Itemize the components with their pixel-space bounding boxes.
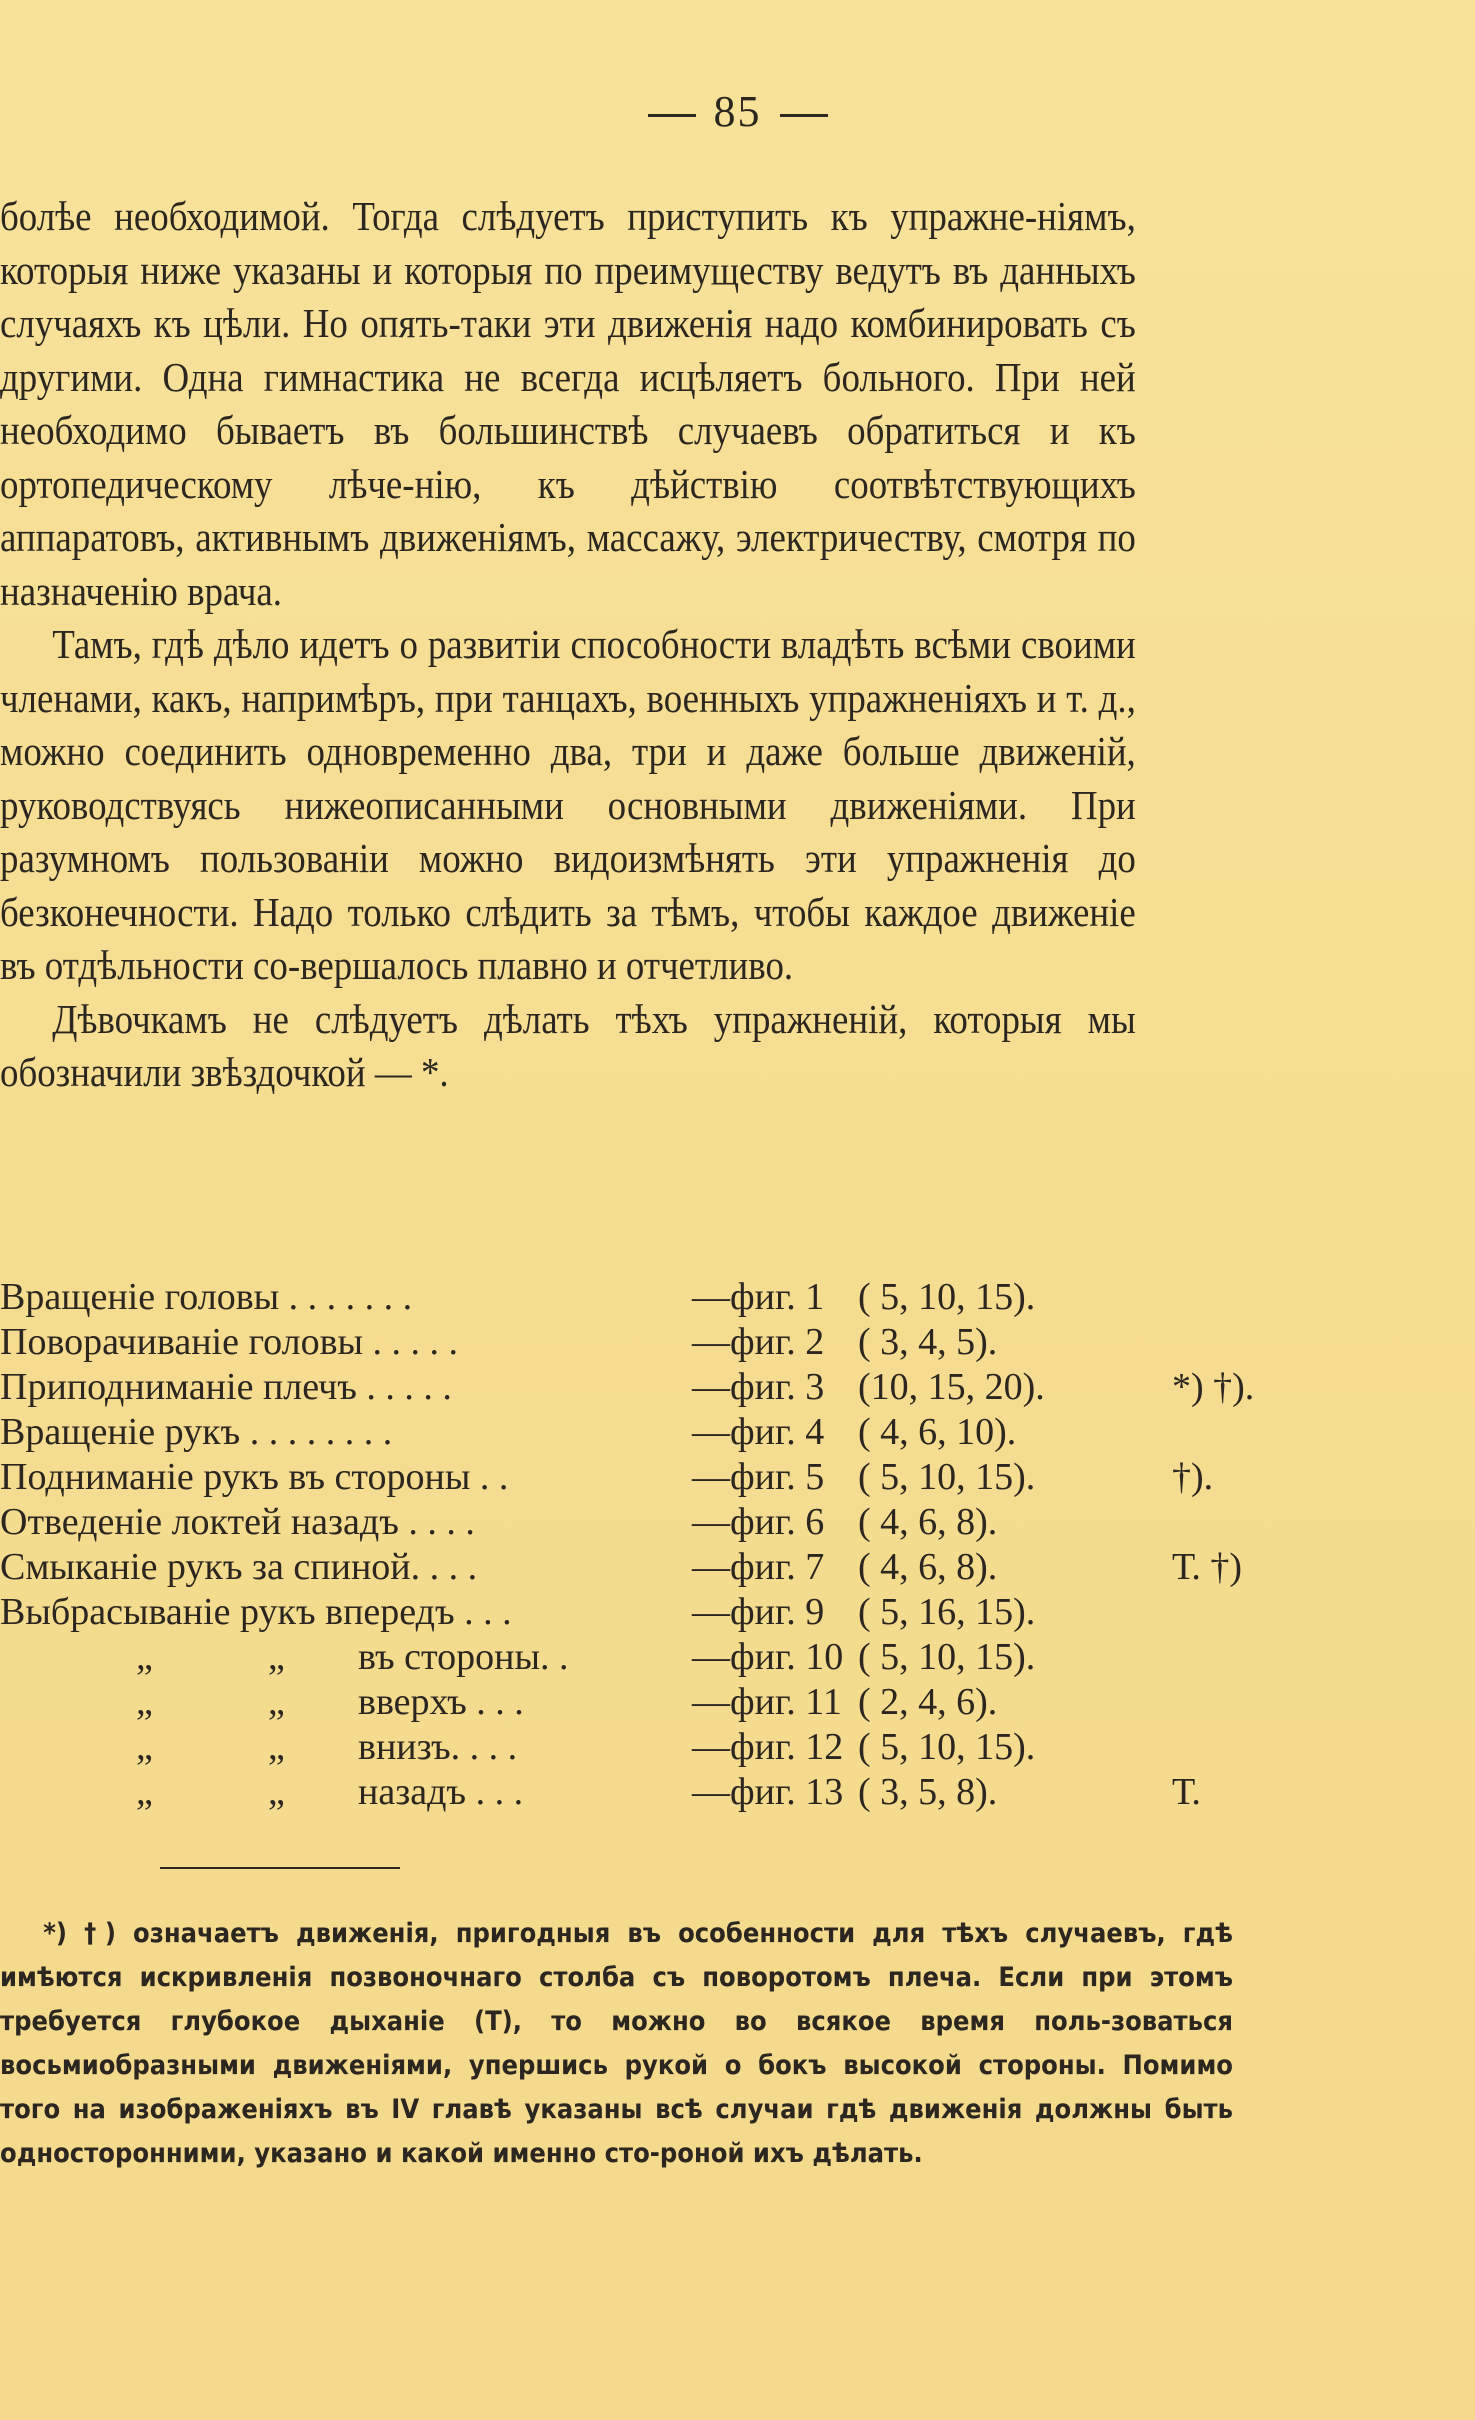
exercise-figure: —фиг. 1 [692, 1276, 825, 1318]
paragraph-3: Дѣвочкамъ не слѣдуетъ дѣлать тѣхъ упражненій, которыя мы обозначили звѣздочкой — *. [0, 995, 1136, 1095]
exercise-figure: —фиг. 10 [692, 1636, 844, 1678]
ditto-mark: „ [268, 1726, 285, 1768]
exercise-name: Вращеніе рукъ . . . . . . . . [0, 1411, 393, 1453]
exercise-figure: —фиг. 13 [692, 1771, 844, 1813]
exercise-name: вверхъ . . . [358, 1681, 524, 1723]
exercise-figure: —фиг. 4 [692, 1411, 825, 1453]
exercise-counts: ( 5, 10, 15). [858, 1456, 1036, 1498]
exercise-counts: ( 3, 5, 8). [858, 1771, 998, 1813]
exercise-name: Подниманіе рукъ въ стороны . . [0, 1456, 509, 1498]
exercise-note: Т. †) [1172, 1546, 1243, 1588]
exercise-counts: ( 3, 4, 5). [858, 1321, 998, 1363]
main-text [0, 190, 1136, 1100]
exercise-name: Отведеніе локтей назадъ . . . . [0, 1501, 475, 1543]
exercise-row [0, 1545, 1300, 1590]
footnote [0, 1912, 1233, 2176]
paragraph-1: болѣе необходимой. Тогда слѣдуетъ приступить къ упражне-ніямъ, которыя ниже указаны и которыя по преимуществу ведутъ въ данныхъ случаяхъ къ цѣли. Но опять-таки эти движенія надо комбинировать съ другими. Одна гимнастика не всегда исцѣляетъ больного. При ней необходимо бываетъ въ большинствѣ случаевъ обратиться и къ ортопедическому лѣче-нію, къ дѣйствію соотвѣтствующихъ аппаратовъ, активнымъ движеніямъ, массажу, электричеству, смотря по назначенію врача. [0, 193, 1136, 614]
exercise-note: *) †). [1172, 1366, 1255, 1408]
exercise-figure: —фиг. 9 [692, 1591, 825, 1633]
exercise-figure: —фиг. 11 [692, 1681, 842, 1723]
exercise-figure: —фиг. 6 [692, 1501, 825, 1543]
exercise-row [0, 1410, 1300, 1455]
exercise-name: Выбрасываніе рукъ впередъ . . . [0, 1591, 512, 1633]
exercise-counts: ( 2, 4, 6). [858, 1681, 998, 1723]
exercise-row [0, 1455, 1300, 1500]
footnote-text: *) †) означаетъ движенія, пригодныя въ особенности для тѣхъ случаевъ, гдѣ имѣются искривленія позвоночнаго столба съ поворотомъ плеча. Если при этомъ требуется глубокое дыханіе (Т), то можно во всякое время поль-зоваться восьмиобразными движеніями, упершись рукой о бокъ высокой стороны. Помимо того на изображеніяхъ въ IV главѣ указаны всѣ случаи гдѣ движенія должны быть односторонними, указано и какой именно сто-роной ихъ дѣлать. [0, 1918, 1234, 2169]
page-number: 85 [713, 87, 762, 136]
ditto-mark: „ [136, 1681, 153, 1723]
footnote-divider [160, 1867, 400, 1869]
exercise-counts: ( 4, 6, 10). [858, 1411, 1017, 1453]
exercise-row [0, 1590, 1300, 1635]
exercise-row [0, 1320, 1300, 1365]
exercise-row [0, 1770, 1300, 1815]
exercise-counts: ( 5, 16, 15). [858, 1591, 1036, 1633]
exercise-counts: ( 5, 10, 15). [858, 1726, 1036, 1768]
header-dash-right [780, 114, 828, 117]
exercise-note: †). [1172, 1456, 1214, 1498]
ditto-mark: „ [268, 1681, 285, 1723]
ditto-mark: „ [136, 1636, 153, 1678]
page-header [0, 86, 1475, 137]
exercise-counts: ( 4, 6, 8). [858, 1501, 998, 1543]
exercise-figure: —фиг. 7 [692, 1546, 825, 1588]
exercise-row [0, 1275, 1300, 1320]
exercise-name: внизъ. . . . [358, 1726, 518, 1768]
exercise-row [0, 1500, 1300, 1545]
exercise-row [0, 1635, 1300, 1680]
exercise-counts: ( 4, 6, 8). [858, 1546, 998, 1588]
ditto-mark: „ [136, 1771, 153, 1813]
exercise-name: въ стороны. . [358, 1636, 569, 1678]
exercise-counts: ( 5, 10, 15). [858, 1276, 1036, 1318]
ditto-mark: „ [268, 1771, 285, 1813]
exercise-row [0, 1680, 1300, 1725]
exercise-name: Поворачиваніе головы . . . . . [0, 1321, 459, 1363]
exercise-figure: —фиг. 3 [692, 1366, 825, 1408]
exercise-name: Смыканіе рукъ за спиной. . . . [0, 1546, 478, 1588]
exercise-name: назадъ . . . [358, 1771, 524, 1813]
exercise-row [0, 1725, 1300, 1770]
exercise-figure: —фиг. 2 [692, 1321, 825, 1363]
exercise-figure: —фиг. 12 [692, 1726, 844, 1768]
paragraph-2: Тамъ, гдѣ дѣло идетъ о развитіи способности владѣть всѣми своими членами, какъ, напримѣръ, при танцахъ, военныхъ упражненіяхъ и т. д., можно соединить одновременно два, три и даже больше движеній, руководствуясь нижеописанными основными движеніями. При разумномъ пользованіи можно видоизмѣнять эти упражненія до безконечности. Надо только слѣдить за тѣмъ, чтобы каждое движеніе въ отдѣльности со-вершалось плавно и отчетливо. [0, 621, 1136, 988]
exercise-name: Приподниманіе плечъ . . . . . [0, 1366, 452, 1408]
exercise-counts: ( 5, 10, 15). [858, 1636, 1036, 1678]
header-dash-left [648, 114, 696, 117]
exercise-list [0, 1275, 1300, 1815]
exercise-name: Вращеніе головы . . . . . . . [0, 1276, 413, 1318]
exercise-counts: (10, 15, 20). [858, 1366, 1045, 1408]
ditto-mark: „ [268, 1636, 285, 1678]
exercise-row [0, 1365, 1300, 1410]
exercise-note: Т. [1172, 1771, 1201, 1813]
exercise-figure: —фиг. 5 [692, 1456, 825, 1498]
ditto-mark: „ [136, 1726, 153, 1768]
